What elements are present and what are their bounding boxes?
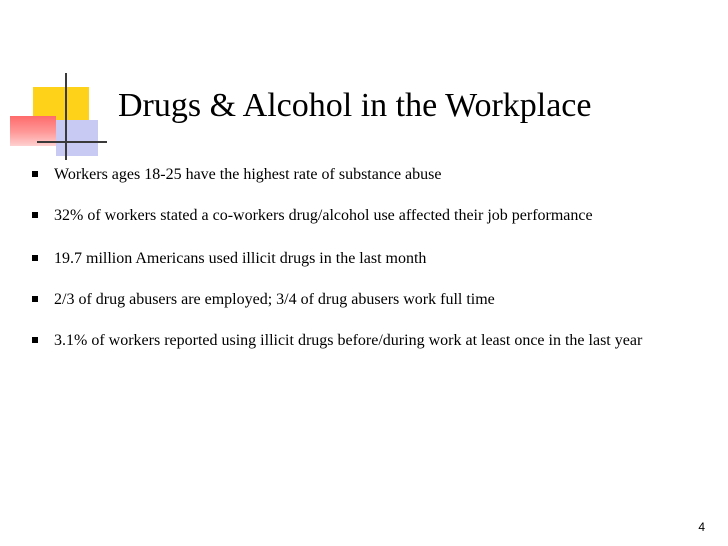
bullet-text: 32% of workers stated a co-workers drug/alcohol use affected their job performance	[54, 207, 593, 224]
page-number: 4	[698, 520, 705, 534]
square-bullet-icon	[32, 296, 38, 302]
bullet-text: 19.7 million Americans used illicit drugs in the last month	[54, 250, 427, 267]
bullet-text: 3.1% of workers reported using illicit drugs before/during work at least once in the last year	[54, 332, 643, 349]
decorative-squares-logo	[0, 0, 110, 170]
horizontal-line	[37, 141, 107, 143]
vertical-line	[65, 73, 67, 160]
square-bullet-icon	[32, 337, 38, 343]
blue-square	[56, 120, 98, 156]
square-bullet-icon	[32, 212, 38, 218]
slide-title: Drugs & Alcohol in the Workplace	[118, 87, 592, 124]
bullet-text: 2/3 of drug abusers are employed; 3/4 of drug abusers work full time	[54, 291, 495, 308]
square-bullet-icon	[32, 255, 38, 261]
square-bullet-icon	[32, 171, 38, 177]
bullet-text: Workers ages 18-25 have the highest rate of substance abuse	[54, 166, 442, 183]
